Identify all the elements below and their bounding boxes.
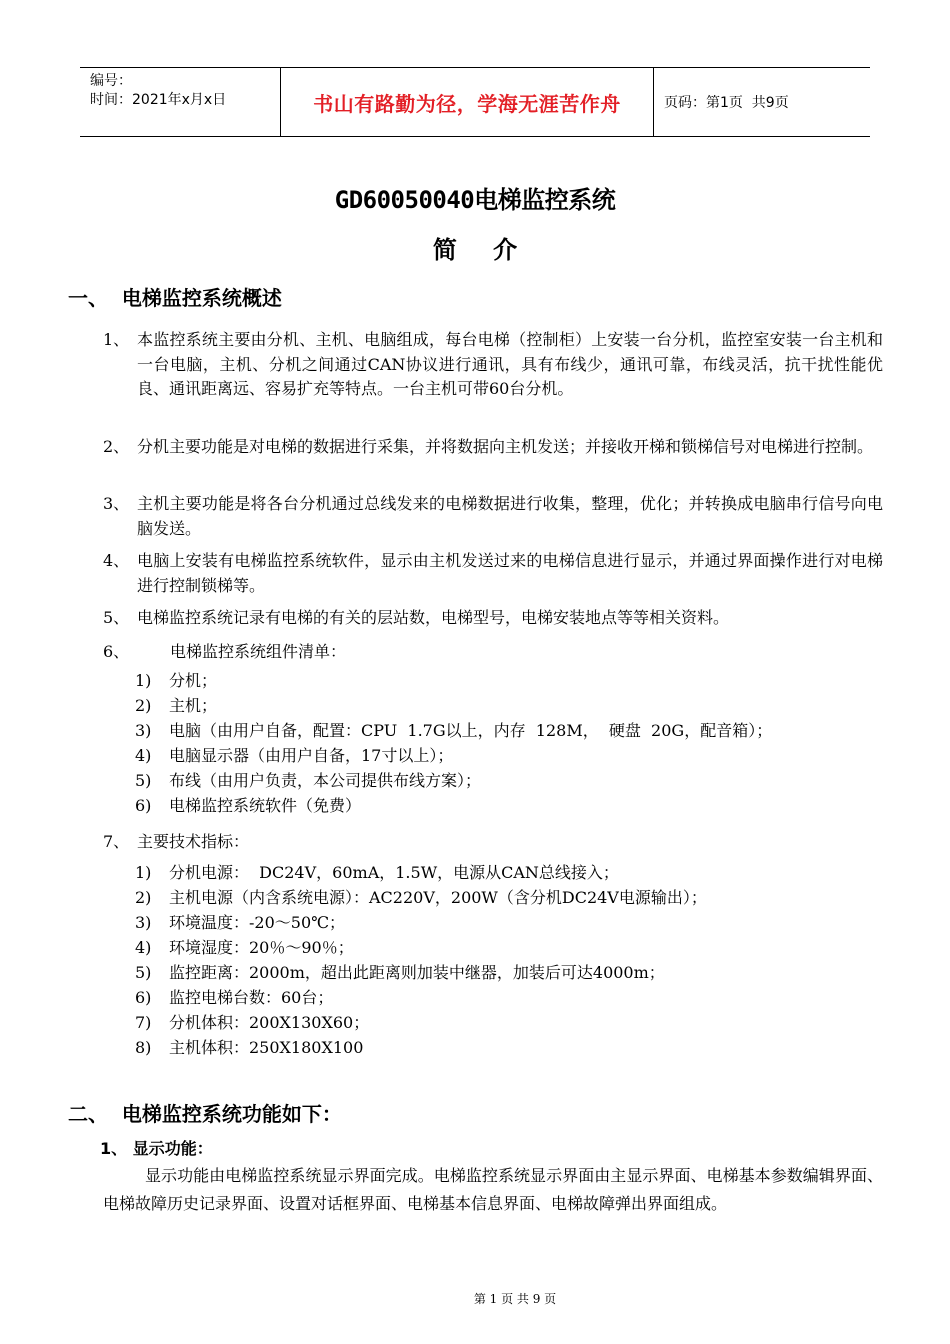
list-item-number: 3) <box>135 913 152 932</box>
header-page-info-cell <box>654 68 870 136</box>
list-item-number: 4) <box>135 746 152 765</box>
header-motto: 书山有路勤为径，学海无涯苦作舟 <box>280 68 654 136</box>
item-number: 7、 <box>103 832 130 851</box>
header-page-info: 页码：第1页 共9页 <box>664 95 789 111</box>
list-item-text: 主机电源（内含系统电源）：AC220V，200W（含分机DC24V电源输出）； <box>169 888 707 907</box>
header-number-label: 编号： <box>90 73 132 89</box>
list-item-text: 分机； <box>169 671 218 690</box>
section2-heading: 二、 电梯监控系统功能如下： <box>68 1102 342 1126</box>
list-item-number: 4) <box>135 938 152 957</box>
document-title: GD60050040电梯监控系统 <box>334 186 616 214</box>
list-item-text: 监控距离：2000m，超出此距离则加装中继器，加装后可达4000m； <box>169 963 665 982</box>
list-item-number: 1) <box>135 671 152 690</box>
list-item-text: 环境湿度：20％～90％； <box>169 938 354 957</box>
list-item-number: 2) <box>135 696 152 715</box>
section2-paragraph: 显示功能由电梯监控系统显示界面完成。电梯监控系统显示界面由主显示界面、电梯基本参数编辑界面、电梯故障历史记录界面、设置对话框界面、电梯基本信息界面、电梯故障弹出界面组成。 <box>103 1166 883 1213</box>
list-item <box>135 910 707 935</box>
item-number: 2、 <box>103 437 130 456</box>
document-subtitle: 简 介 <box>432 236 532 264</box>
item-text: 主要技术指标： <box>137 832 250 851</box>
item-number: 6、 <box>103 642 130 661</box>
list-item-number: 5) <box>135 771 152 790</box>
section2-subheading: 1、 显示功能： <box>100 1139 213 1158</box>
list-item-text: 环境温度：-20～50℃； <box>169 913 346 932</box>
list-item <box>135 743 772 768</box>
list-item-text: 电脑显示器（由用户自备，17寸以上）； <box>169 746 454 765</box>
list-item <box>135 1035 707 1060</box>
list-item-number: 2) <box>135 888 152 907</box>
list-item <box>135 860 707 885</box>
list-item <box>135 1010 707 1035</box>
specs-list <box>135 860 707 1060</box>
item-text: 电脑上安装有电梯监控系统软件，显示由主机发送过来的电梯信息进行显示，并通过界面操作进行对电梯进行控制锁梯等。 <box>137 551 883 595</box>
list-item <box>135 693 772 718</box>
list-item-text: 分机体积：200X130X60； <box>169 1013 370 1032</box>
list-item-text: 主机体积：250X180X100 <box>169 1038 364 1057</box>
list-item <box>135 985 707 1010</box>
item-number: 4、 <box>103 551 130 570</box>
header-meta <box>80 68 280 136</box>
list-item <box>135 960 707 985</box>
list-item-text: 布线（由用户负责，本公司提供布线方案）； <box>169 771 482 790</box>
item-text: 电梯监控系统组件清单： <box>170 642 347 661</box>
section1-heading: 一、 电梯监控系统概述 <box>68 286 282 310</box>
list-item-text: 电梯监控系统软件（免费） <box>169 796 362 815</box>
item-text: 主机主要功能是将各台分机通过总线发来的电梯数据进行收集，整理，优化；并转换成电脑串行信号向电脑发送。 <box>137 494 883 538</box>
list-item <box>135 768 772 793</box>
list-item-text: 主机； <box>169 696 218 715</box>
page-footer: 第 1 页 共 9 页 <box>473 1292 557 1306</box>
list-item-number: 5) <box>135 963 152 982</box>
list-item <box>135 718 772 743</box>
list-item <box>135 935 707 960</box>
list-item-text: 分机电源： DC24V，60mA，1.5W，电源从CAN总线接入； <box>169 863 619 882</box>
list-item <box>135 793 772 818</box>
list-item-number: 6) <box>135 796 152 815</box>
list-item-number: 8) <box>135 1038 152 1057</box>
list-item-text: 监控电梯台数：60台； <box>169 988 334 1007</box>
item-text: 本监控系统主要由分机、主机、电脑组成，每台电梯（控制柜）上安装一台分机，监控室安装一台主机和一台电脑，主机、分机之间通过CAN协议进行通讯，具有布线少，通讯可靠，布线灵活，抗干扰性能优良、通讯距离远、容易扩充等特点。一台主机可带60台分机。 <box>137 330 883 398</box>
list-item-number: 7) <box>135 1013 152 1032</box>
list-item-text: 电脑（由用户自备，配置：CPU 1.7G以上，内存 128M， 硬盘 20G，配音箱）； <box>169 721 773 740</box>
item-text: 分机主要功能是对电梯的数据进行采集，并将数据向主机发送；并接收开梯和锁梯信号对电梯进行控制。 <box>137 437 874 456</box>
item-number: 5、 <box>103 608 130 627</box>
list-item <box>135 885 707 910</box>
list-item <box>135 668 772 693</box>
document-header <box>80 67 870 137</box>
list-item-number: 3) <box>135 721 152 740</box>
header-time-label: 时间：2021年x月x日 <box>90 92 227 108</box>
list-item-number: 1) <box>135 863 152 882</box>
list-item-number: 6) <box>135 988 152 1007</box>
components-list <box>135 668 772 818</box>
item-number: 1、 <box>103 330 130 349</box>
item-text: 电梯监控系统记录有电梯的有关的层站数，电梯型号，电梯安装地点等等相关资料。 <box>137 608 730 627</box>
item-number: 3、 <box>103 494 130 513</box>
